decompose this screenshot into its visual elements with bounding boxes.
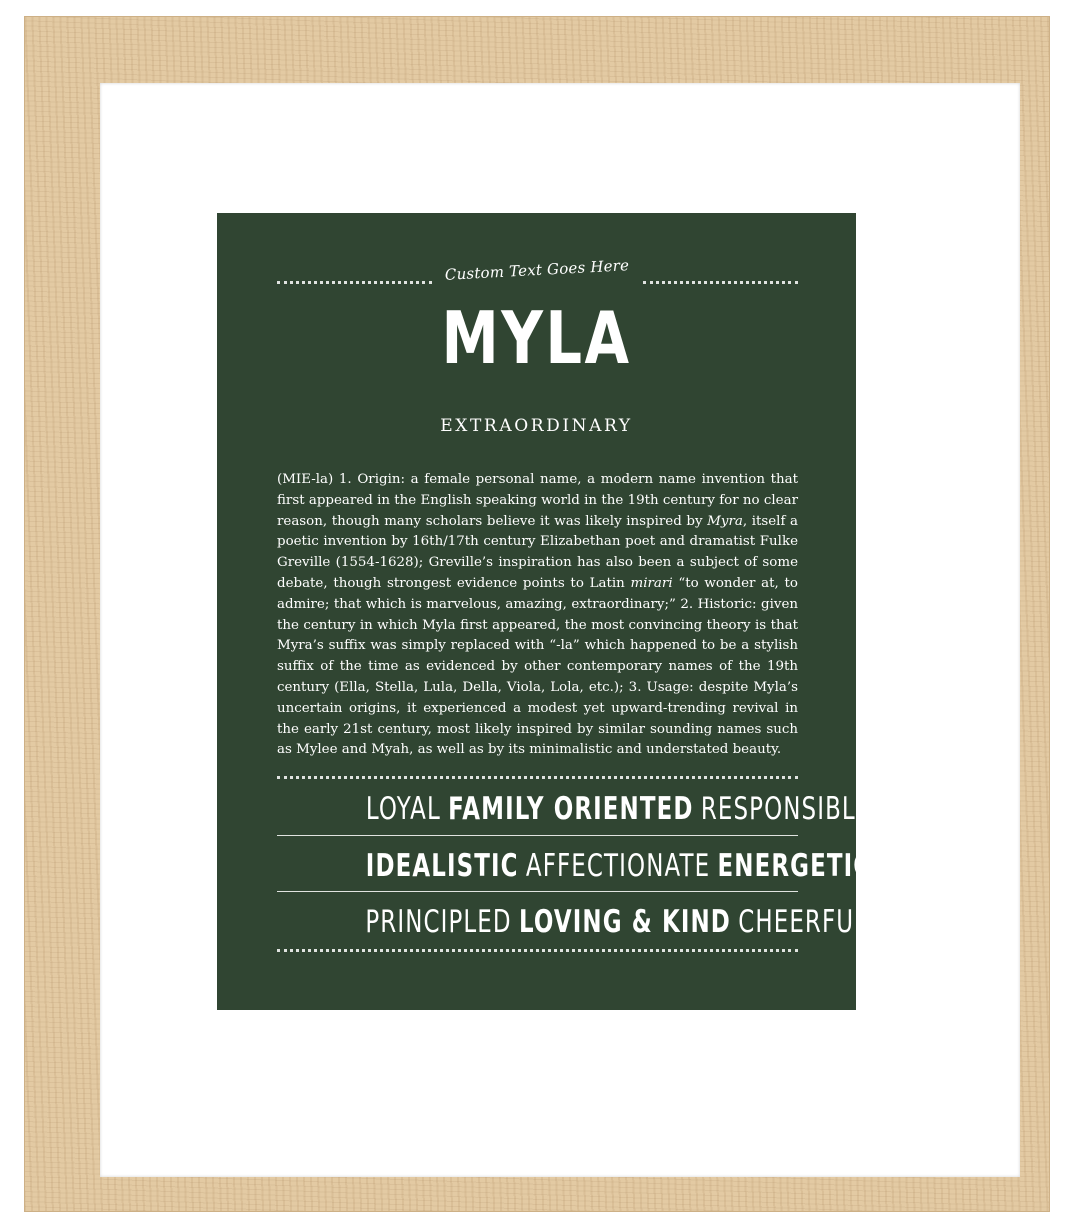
trait-row-2	[277, 846, 872, 886]
trait-word: PRINCIPLED	[365, 904, 512, 940]
trait-word: RESPONSIBLE	[700, 791, 872, 827]
definition-italic-myra: Myra	[707, 513, 743, 529]
trait-word: LOVING & KIND	[518, 904, 731, 940]
dotted-divider-traits-bottom	[277, 949, 798, 952]
name-meaning-print	[217, 213, 872, 1010]
trait-word: FAMILY ORIENTED	[448, 791, 694, 827]
trait-word: CHEERFUL	[738, 904, 869, 940]
dotted-divider-traits-top	[277, 776, 798, 779]
trait-row-1	[277, 789, 872, 829]
trait-row-3	[277, 902, 869, 942]
definition-text-part-1: (MIE-la) 1. Origin: a female personal name, a modern name invention that first appeared in the English speaking world in the 19th century for no clear reason, though many scholars believe it was likely inspired by	[277, 472, 798, 529]
definition-text-part-3: “to wonder at, to admire; that which is marvelous, amazing, extraordinary;” 2. Historic: given the century in which Myla first appeared, the most convincing theory is that Myra’s suffix was simply replaced with “-la” which happened to be a stylish suffix of the time as evidenced by other contemporary names of the 19th century (Ella, Stella, Lula, Della, Viola, Lola, etc.); 3. Usage: despite Myla’s uncertain origins, it experienced a modest yet upward-trending revival in the early 21st century, most likely inspired by similar sounding names such as Mylee and Myah, as well as by its minimalistic and understated beauty.	[277, 575, 798, 758]
dotted-divider-right	[643, 281, 798, 284]
definition-text-part-2: , itself a poetic invention by 16th/17th century Elizabethan poet and dramatist Fulke Greville (1554-1628); Greville’s inspiration has also been a subject of some debate, though strongest evidence points to Latin	[277, 513, 799, 591]
trait-row-divider-2	[277, 891, 798, 892]
definition-italic-mirari: mirari	[630, 575, 673, 591]
trait-word: AFFECTIONATE	[525, 848, 711, 884]
custom-text-script: Custom Text Goes Here	[444, 256, 630, 284]
name-definition-text	[277, 470, 798, 761]
trait-word: ENERGETIC	[717, 848, 872, 884]
trait-word: IDEALISTIC	[365, 848, 519, 884]
name-meaning-subtitle: EXTRAORDINARY	[440, 416, 633, 436]
trait-row-divider-1	[277, 835, 798, 836]
trait-word: LOYAL	[365, 791, 441, 827]
dotted-divider-left	[277, 281, 432, 284]
name-title: MYLA	[441, 296, 632, 380]
